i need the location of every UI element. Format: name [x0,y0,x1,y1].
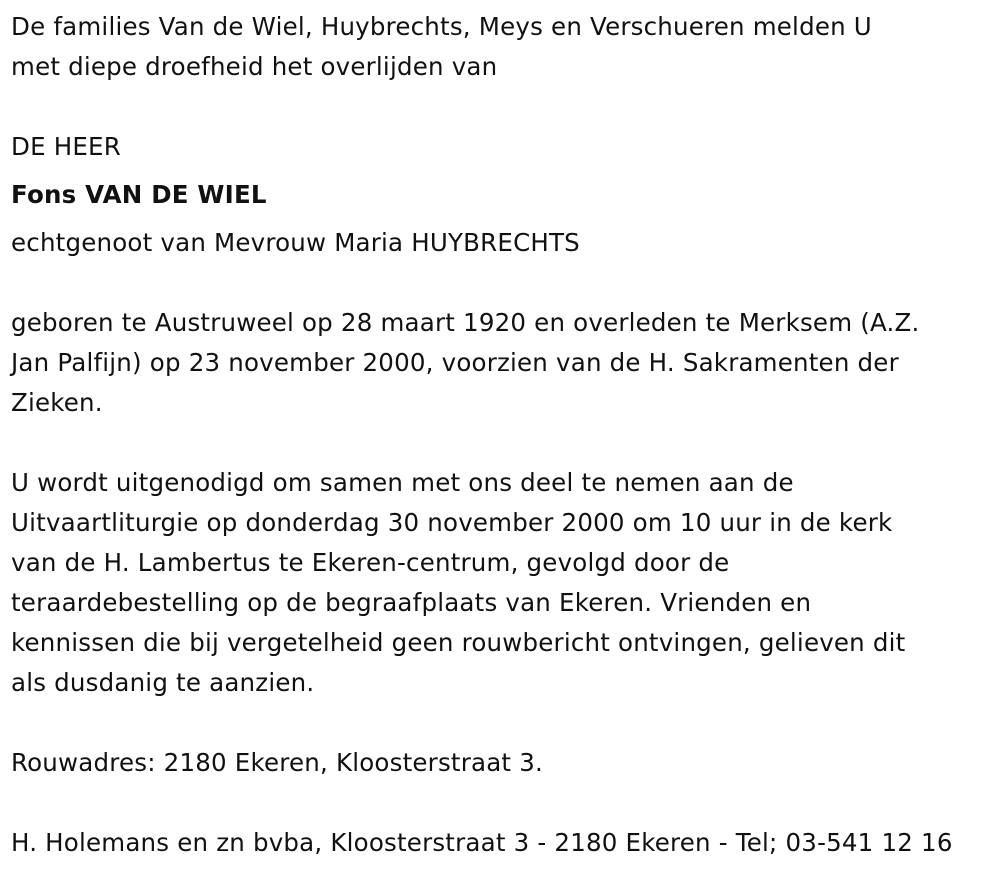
birth-death-paragraph [11,303,996,423]
birth-death-line: Jan Palfijn) op 23 november 2000, voorzien van de H. Sakramenten der [11,348,899,377]
spouse-text: echtgenoot van Mevrouw Maria HUYBRECHTS [11,228,580,257]
invitation-line: Uitvaartliturgie op donderdag 30 november 2000 om 10 uur in de kerk [11,508,893,537]
intro-paragraph [11,7,996,87]
salutation-text: DE HEER [11,132,121,161]
salutation [11,127,996,167]
deceased-name-text: Fons VAN DE WIEL [11,180,267,209]
spacer [11,263,996,303]
undertaker-info [11,823,996,863]
spacer [11,703,996,743]
mourning-address [11,743,996,783]
spouse-line [11,223,996,263]
deceased-name [11,175,996,215]
mourning-address-text: Rouwadres: 2180 Ekeren, Kloosterstraat 3. [11,748,543,777]
spacer [11,215,996,223]
spacer [11,783,996,823]
invitation-line: kennissen die bij vergetelheid geen rouwbericht ontvingen, gelieven dit [11,628,906,657]
invitation-line: U wordt uitgenodigd om samen met ons deel te nemen aan de [11,468,794,497]
spacer [11,423,996,463]
spacer [11,167,996,175]
birth-death-line: geboren te Austruweel op 28 maart 1920 en overleden te Merksem (A.Z. [11,308,920,337]
birth-death-line: Zieken. [11,388,103,417]
undertaker-text: H. Holemans en zn bvba, Kloosterstraat 3 - 2180 Ekeren - Tel; 03-541 12 16 [11,828,953,857]
obituary-notice [11,7,996,863]
intro-line: De families Van de Wiel, Huybrechts, Meys en Verschueren melden U [11,12,872,41]
invitation-line: teraardebestelling op de begraafplaats van Ekeren. Vrienden en [11,588,812,617]
intro-line: met diepe droefheid het overlijden van [11,52,498,81]
invitation-paragraph [11,463,996,703]
spacer [11,87,996,127]
invitation-line: als dusdanig te aanzien. [11,668,315,697]
invitation-line: van de H. Lambertus te Ekeren-centrum, gevolgd door de [11,548,730,577]
